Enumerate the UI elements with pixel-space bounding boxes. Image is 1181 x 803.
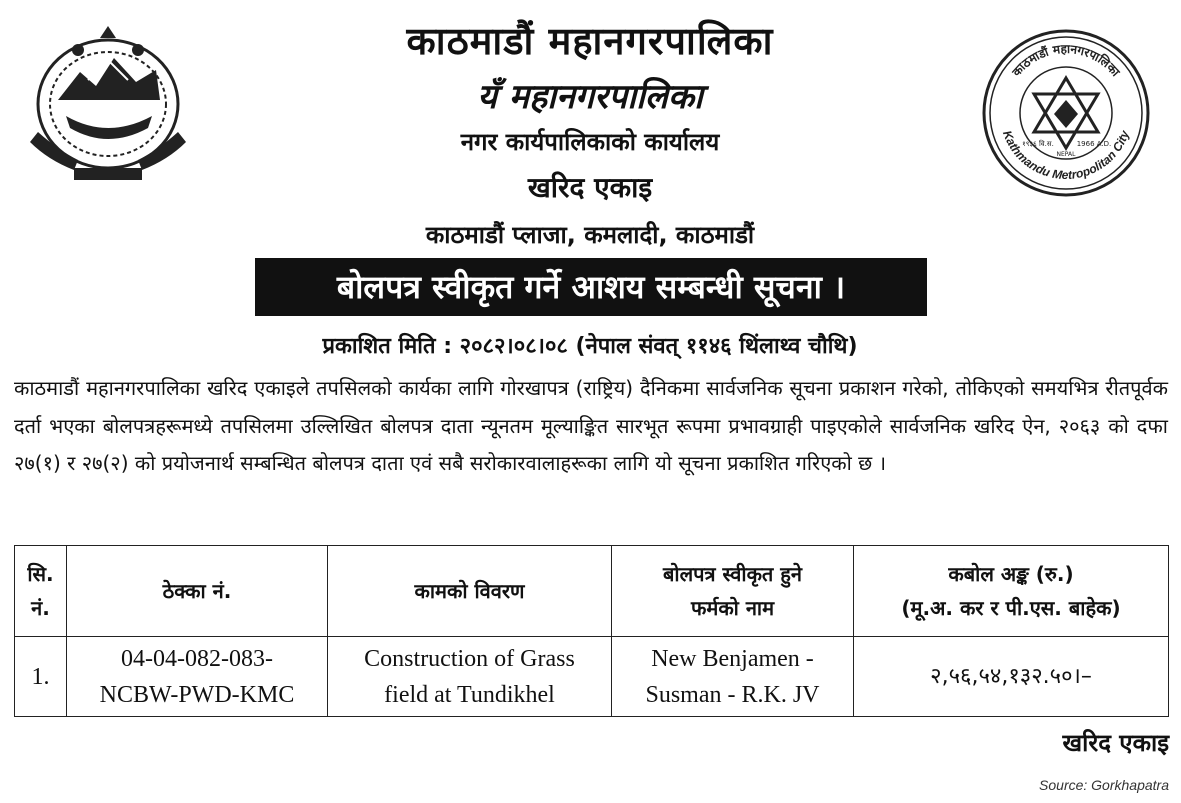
cell-work-line2: field at Tundikhel (384, 681, 555, 708)
cell-firm-line2: Susman - R.K. JV (645, 681, 820, 708)
tender-table (14, 545, 1169, 717)
col-header-contract: ठेक्का नं. (67, 546, 328, 637)
cell-contract-line1: 04-04-082-083- (121, 645, 273, 672)
col-header-firm-line2: फर्मको नाम (690, 596, 775, 620)
cell-firm-name (612, 637, 854, 717)
cell-contract-no (67, 637, 328, 717)
newari-title: यँ महानगरपालिका (477, 77, 703, 117)
col-header-sn-line2: नं. (31, 596, 50, 620)
col-header-firm (612, 546, 854, 637)
nepal-emblem-icon (18, 20, 198, 188)
office-name: नगर कार्यपालिकाको कार्यालय (460, 128, 720, 156)
col-header-amount (854, 546, 1169, 637)
cell-sn: 1. (15, 637, 67, 717)
kathmandu-metropolitan-seal-icon (978, 28, 1154, 198)
notice-title: बोलपत्र स्वीकृत गर्ने आशय सम्बन्धी सूचना । (255, 258, 927, 316)
seal-text-bottom: Kathmandu Metropolitan City (999, 128, 1132, 183)
col-header-firm-line1: बोलपत्र स्वीकृत हुने (662, 562, 803, 586)
col-header-amount-line2: (मू.अ. कर र पी.एस. बाहेक) (901, 596, 1121, 620)
municipality-title: काठमाडौं महानगरपालिका (406, 19, 774, 63)
cell-contract-line2: NCBW-PWD-KMC (99, 681, 295, 708)
cell-amount: २,५६,५४,१३२.५०।– (854, 637, 1169, 717)
seal-year-left: १९३६ वि.स. (1022, 140, 1054, 148)
cell-work-desc (328, 637, 612, 717)
table-header-row (15, 546, 1169, 637)
seal-text-top: काठमाडौं महानगरपालिका (1009, 41, 1123, 80)
col-header-work: कामको विवरण (328, 546, 612, 637)
seal-year-right: 1966 A.D. (1076, 140, 1112, 148)
footer-unit: खरिद एकाइ (1062, 729, 1169, 757)
cell-work-line1: Construction of Grass (364, 645, 575, 672)
source-credit: Source: Gorkhapatra (1039, 777, 1169, 793)
col-header-sn (15, 546, 67, 637)
table-row (15, 637, 1169, 717)
published-date: प्रकाशित मिति : २०८२।०८।०८ (नेपाल संवत् ११४६ थिंलाथ्व चौथि) (322, 334, 858, 359)
col-header-sn-line1: सि. (27, 562, 54, 586)
col-header-amount-line1: कबोल अङ्क (रु.) (948, 562, 1074, 586)
unit-name: खरिद एकाइ (527, 171, 653, 204)
cell-firm-line1: New Benjamen - (651, 645, 814, 672)
office-address: काठमाडौं प्लाजा, कमलादी, काठमाडौं (425, 221, 755, 249)
notice-body: काठमाडौं महानगरपालिका खरिद एकाइले तपसिलको कार्यका लागि गोरखापत्र (राष्ट्रिय) दैनिकमा सार्वजनिक सूचना प्रकाशन गरेको, तोकिएको समयभित्र रीतपूर्वक दर्ता भएका बोलपत्रहरूमध्ये तपसिलमा उल्लिखित बोलपत्र दाता न्यूनतम मूल्याङ्कित सारभूत रूपमा प्रभावग्राही पाइएकोले सार्वजनिक खरिद ऐन, २०६३ को दफा २७(१) र २७(२) को प्रयोजनार्थ सम्बन्धित बोलपत्र दाता एवं सबै सरोकारवालाहरूका लागि यो सूचना प्रकाशित गरिएको छ । (14, 376, 1168, 475)
seal-small-text: NEPAL (1056, 151, 1076, 158)
